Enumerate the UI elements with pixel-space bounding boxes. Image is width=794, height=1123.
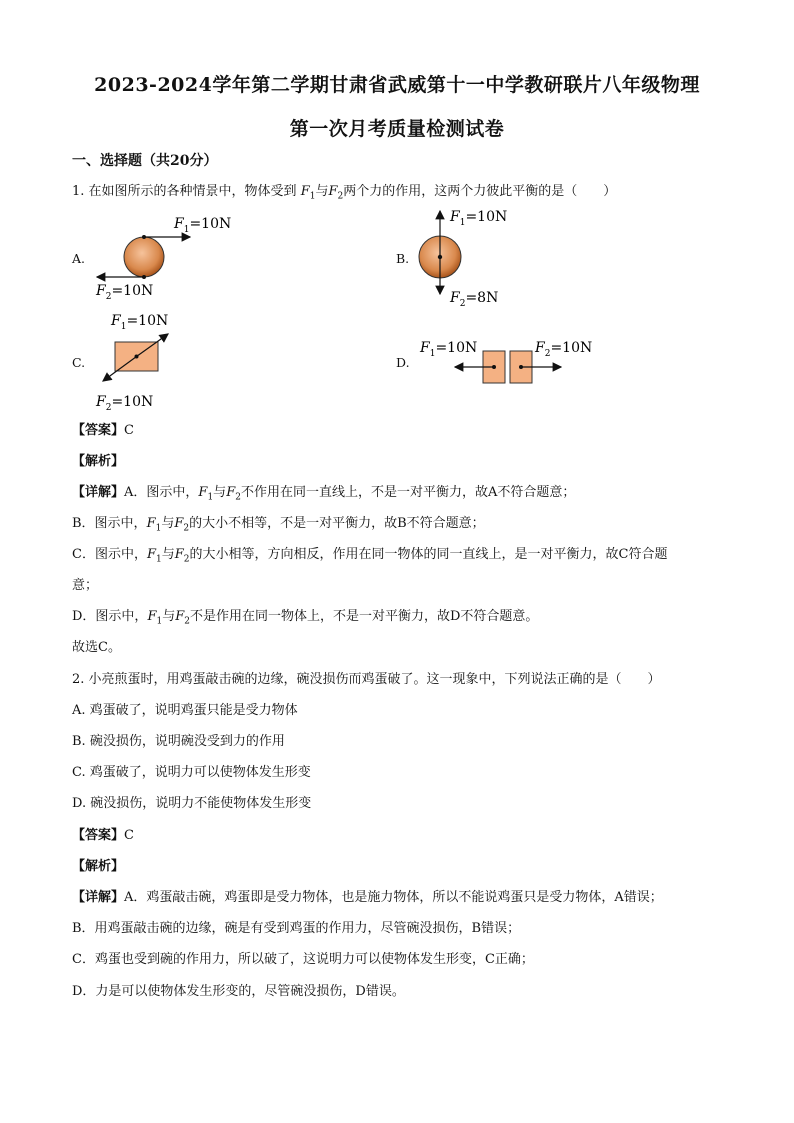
q2-stem: 2. 小亮煎蛋时，用鸡蛋敲击碗的边缘，碗没损伤而鸡蛋破了。这一现象中，下列说法正确的是（ ）: [72, 672, 661, 687]
q1-answer: [72, 422, 134, 440]
q2-option-b: B. 碗没损伤，说明碗没受到力的作用: [72, 734, 285, 749]
q2-detail-c: C．鸡蛋也受到碗的作用力，所以破了，这说明力可以使物体发生形变，C正确；: [72, 952, 534, 967]
answer-tag: 【答案】: [72, 423, 125, 438]
q2-detail-b: B．用鸡蛋敲击碗的边缘，碗是有受到鸡蛋的作用力，尽管碗没损伤，B错误；: [72, 921, 521, 936]
figure-d: [419, 340, 592, 383]
answer-tag: 【答案】: [72, 828, 125, 843]
q1-stem: 1. 在如图所示的各种情景中，物体受到 $F_1$与$F_2$两个力的作用，这两个力彼此平衡的是（ ）: [72, 184, 617, 202]
label-a1: $F_1=10N$: [174, 216, 232, 235]
detail-tag: 【详解】: [72, 485, 125, 500]
q2-answer: [72, 827, 134, 845]
f1-sub: 1: [309, 191, 316, 202]
option-c-label: C.: [72, 355, 86, 370]
answer-value: C: [124, 423, 134, 438]
q2-detail-a: 【详解】A．鸡蛋敲击碗，鸡蛋即是受力物体，也是施力物体，所以不能说鸡蛋只是受力物体，A错误；: [72, 890, 663, 905]
q1-detail-c: C．图示中，$F_1$与$F_2$的大小相等，方向相反，作用在同一物体的同一直线上，是一对平衡力，故C符合题: [72, 547, 668, 565]
q2-detail-d: D．力是可以使物体发生形变的，尽管碗没损伤，D错误。: [72, 984, 405, 999]
title-line-1: 2023-2024学年第二学期甘肃省武威第十一中学教研联片八年级物理: [94, 74, 700, 96]
q2-option-a: A. 鸡蛋破了，说明鸡蛋只能是受力物体: [72, 703, 298, 718]
label-c1: $F_1=10N$: [111, 313, 169, 332]
detail-tag: 【详解】: [72, 890, 125, 905]
q2-option-d: D. 碗没损伤，说明力不能使物体发生形变: [72, 796, 312, 811]
option-a-label: A.: [72, 251, 86, 266]
q1-detail-d: D．图示中，$F_1$与$F_2$不是作用在同一物体上，不是一对平衡力，故D不符合题意。: [72, 609, 539, 627]
label-b1: $F_1=10N$: [450, 209, 508, 228]
q2-analysis-tag: 【解析】: [72, 859, 125, 874]
option-b-label: B.: [396, 251, 410, 266]
q1-analysis-tag: 【解析】: [72, 454, 125, 469]
label-d2: $F_2=10N$: [535, 340, 593, 359]
f1-symbol: F: [300, 184, 310, 199]
ball-a: [124, 237, 164, 277]
figure-b: [419, 209, 507, 309]
figure-c: [95, 313, 168, 413]
q2-option-c: C. 鸡蛋破了，说明力可以使物体发生形变: [72, 765, 311, 780]
f2-sub: 2: [337, 191, 344, 202]
q1-stem-part-a: 1. 在如图所示的各种情景中，物体受到: [72, 184, 297, 199]
option-d-label: D.: [396, 355, 410, 370]
q1-detail-a: 【详解】A．图示中，$F_1$与$F_2$不作用在同一直线上，不是一对平衡力，故A不符合题意；: [72, 485, 576, 503]
q1-stem-part-b: 两个力的作用，这两个力彼此平衡的是（ ）: [343, 184, 617, 199]
label-a2: $F_2=10N$: [96, 283, 154, 302]
q1-conclusion: 故选C。: [72, 640, 121, 655]
answer-value: C: [124, 828, 134, 843]
label-b2: $F_2=8N$: [450, 290, 499, 309]
f2-symbol: F: [328, 184, 338, 199]
label-c2: $F_2=10N$: [96, 394, 154, 413]
figure-a: [95, 216, 231, 302]
section-heading: 一、选择题（共20分）: [72, 153, 218, 169]
label-d1: $F_1=10N$: [420, 340, 478, 359]
title-line-2: 第一次月考质量检测试卷: [289, 118, 505, 140]
q1-detail-b: B．图示中，$F_1$与$F_2$的大小不相等，不是一对平衡力，故B不符合题意；: [72, 516, 485, 534]
q1-detail-c-cont: 意；: [72, 578, 99, 593]
